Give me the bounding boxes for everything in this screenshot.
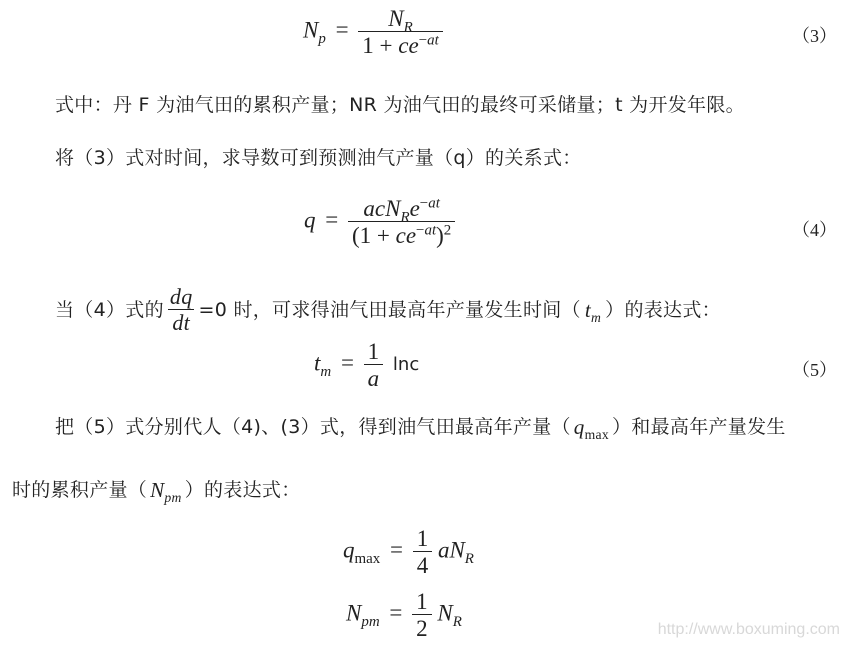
equation-5-number: （5） [792,360,837,380]
ln-c: lnc [392,354,420,376]
npm-symbol: $N_{pm}$ [150,477,182,505]
equation-3-fraction: $\frac{N_R}{1 + ce^{-at}}$ [358,7,442,57]
equation-qmax: $q_{max}$ = $\frac{1}{4}$ $aN_R$ [343,526,474,578]
max-time-text-after: =0 时，可求得油气田最高年产量发生时间（ [198,299,581,321]
substitution-text-b: ）和最高年产量发生 [612,416,786,438]
watermark: http://www.boxuming.com [657,621,840,638]
derivative-paragraph: 将（3）式对时间，求导数可到预测油气产量（q）的关系式： [55,147,582,169]
substitution-paragraph-line1 [55,414,786,442]
max-time-text-before: 当（4）式的 [55,299,164,321]
equation-npm-fraction: $\frac{1}{2}$ [412,590,432,640]
qmax-symbol: $q_{max}$ [573,414,609,442]
dq-dt-fraction: $\frac{dq}{dt}$ [169,284,193,335]
substitution-text-d: ）的表达式： [184,479,301,501]
equation-5: $t_m$ = $\frac{1}{a}$ lnc [314,339,420,391]
equation-qmax-fraction: $\frac{1}{4}$ [413,527,433,577]
equation-4-number: （4） [792,220,837,240]
equation-4: q = $\frac{acN_Re^{-at}}{(1 + ce^{-at})^2}$ [304,197,455,247]
equation-3: $N_p$ = $\frac{N_R}{1 + ce^{-at}}$ [303,7,443,57]
equation-3-number: （3） [792,26,837,46]
tm-symbol: $t_m$ [584,297,602,325]
definition-paragraph: 式中：丹 F 为油气田的累积产量；NR 为油气田的最终可采储量；t 为开发年限。 [55,94,745,116]
max-time-text-end: ）的表达式： [605,299,721,321]
substitution-text-c: 时的累积产量（ [12,479,148,501]
equation-5-fraction: $\frac{1}{a}$ [364,340,384,390]
substitution-text-a: 把（5）式分别代人（4)、(3）式，得到油气田最高年产量（ [55,416,571,438]
max-time-paragraph [55,280,721,340]
equation-4-fraction: $\frac{acN_Re^{-at}}{(1 + ce^{-at})^2}$ [348,197,455,247]
substitution-paragraph-line2 [12,477,301,505]
equation-npm: $N_{pm}$ = $\frac{1}{2}$ $N_R$ [346,589,462,641]
